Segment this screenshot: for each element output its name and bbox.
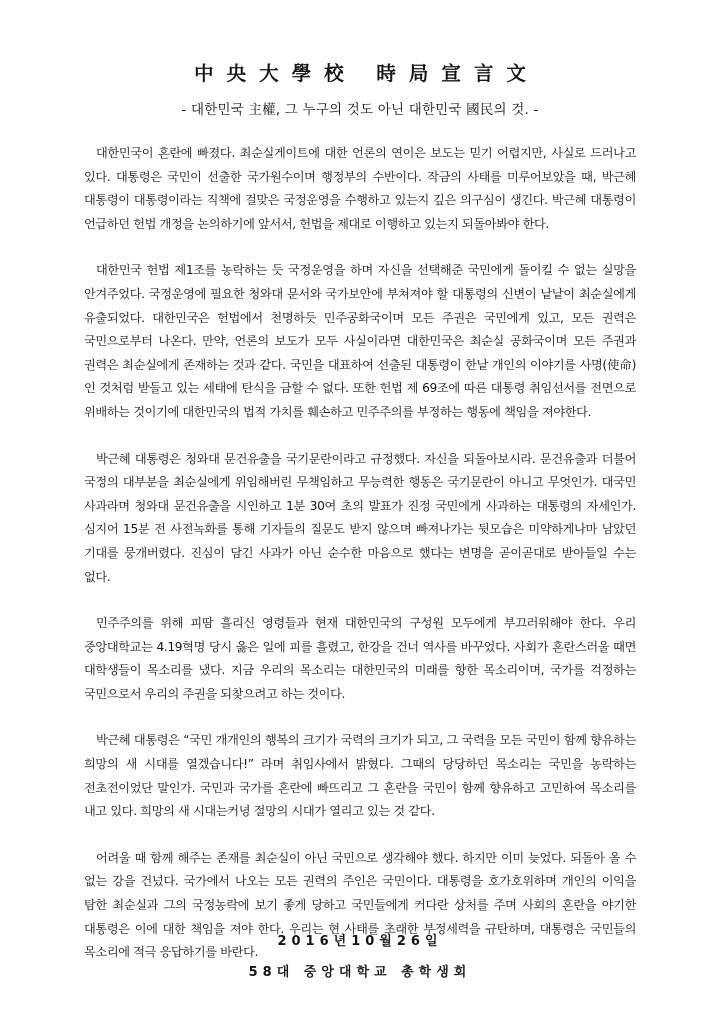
paragraph-5: 박근혜 대통령은 “국민 개개인의 행복의 크기가 국력의 크기가 되고, 그 국력을 모든 국민이 함께 향유하는 희망의 새 시대를 열겠습니다!” 라며 취임사에서 밝혔다. 그때의 당당하던 목소리는 국민을 농락하는 전초전이었단 말인가. 국민과 국가를 혼란에 빠뜨리고 그 혼란을 국민이 함께 향유하고 고민하여 목소리를 내고 있다. 희망의 새 시대는커녕 절망의 시대가 열리고 있는 것 같다.	[84, 733, 636, 819]
paragraph-1: 대한민국이 혼란에 빠졌다. 최순실게이트에 대한 언론의 연이은 보도는 믿기 어렵지만, 사실로 드러나고 있다. 대통령은 국민이 선출한 국가원수이며 행정부의 수반이다. 작금의 사태를 미루어보았을 때, 박근혜 대통령이 대통령이라는 직책에 걸맞은 국정운영을 수행하고 있는지 깊은 의구심이 생긴다. 박근혜 대통령이 언급하던 헌법 개정을 논의하기에 앞서서, 헌법을 제대로 이행하고 있는지 되돌아봐야 한다.	[84, 146, 636, 231]
paragraph-6: 어려울 때 함께 해주는 존재를 최순실이 아닌 국민으로 생각해야 했다. 하지만 이미 늦었다. 되돌아 올 수 없는 강을 건넜다. 국가에서 나오는 모든 권력의 주인은 국민이다. 대통령을 호가호위하며 개인의 이익을 탐한 최순실과 그의 국정농락에 보기 좋게 당하고 국민들에게 커다란 상처를 주며 사회의 혼란을 야기한 대통령은 이에 대한 책임을 져야 한다. 우리는 현 사태를 초래한 부정세력을 규탄하며, 대통령은 국민들의 목소리에 적극 응답하기를 바란다.	[84, 850, 636, 960]
document-footer	[0, 930, 720, 980]
issue-date: 2016년10월26일	[277, 934, 443, 949]
paragraph-4: 민주주의를 위해 피땀 흘리신 영령들과 현재 대한민국의 구성원 모두에게 부끄러워해야 한다. 우리 중앙대학교는 4.19혁명 당시 옳은 일에 피를 흘렸고, 한강을 건너 역사를 바꾸었다. 사회가 혼란스러울 때면 대학생들이 목소리를 냈다. 지금 우리의 목소리는 대한민국의 미래를 향한 목소리이며, 국가를 걱정하는 국민으로서 우리의 주권을 되찾으려고 하는 것이다.	[84, 616, 636, 701]
document-subtitle: - 대한민국 主權, 그 누구의 것도 아닌 대한민국 國民의 것. -	[181, 102, 539, 118]
signatory: 58대 중앙대학교 총학생회	[248, 965, 472, 980]
paragraph-3: 박근혜 대통령은 청와대 문건유출을 국기문란이라고 규정했다. 자신을 되돌아보시라. 문건유출과 더불어 국정의 대부분을 최순실에게 위임해버린 무책임하고 무능력한 행동은 국기문란이 아니고 무엇인가. 대국민 사과라며 청와대 문건유출을 시인하고 1분 30여 초의 발표가 진정 국민에게 사과하는 대통령의 자세인가. 심지어 15분 전 사전녹화를 통해 기자들의 질문도 받지 않으며 빠져나가는 뒷모습은 미약하게나마 남았던 기대를 뭉개버렸다. 진심이 담긴 사과가 아닌 순수한 마음으로 했다는 변명을 곧이곧대로 받아들일 수는 없다.	[84, 451, 636, 584]
document-title: 中央大學校 時局宣言文	[194, 62, 539, 85]
paragraph-2: 대한민국 헌법 제1조를 농락하는 듯 국정운영을 하며 자신을 선택해준 국민에게 돌이킬 수 없는 실망을 안겨주었다. 국정운영에 필요한 청와대 문서와 국가보안에 부쳐져야 할 대통령의 신변이 낱낱이 최순실에게 유출되었다. 대한민국은 헌법에서 천명하듯 민주공화국이며 모든 주권은 국민에게 있고, 모든 권력은 국민으로부터 나온다. 만약, 언론의 보도가 모두 사실이라면 대한민국은 최순실 공화국이며 모든 주권과 권력은 최순실에게 존재하는 것과 같다. 국민을 대표하여 선출된 대통령이 한낱 개인의 이야기를 사명(使命)인 것처럼 받들고 있는 세태에 탄식을 금할 수 없다. 또한 헌법 제 69조에 따른 대통령 취임선서를 전면으로 위배하는 것이기에 대한민국의 법적 가치를 훼손하고 민주주의를 부정하는 행동에 책임을 져야한다.	[84, 263, 636, 419]
document-body	[84, 142, 636, 965]
